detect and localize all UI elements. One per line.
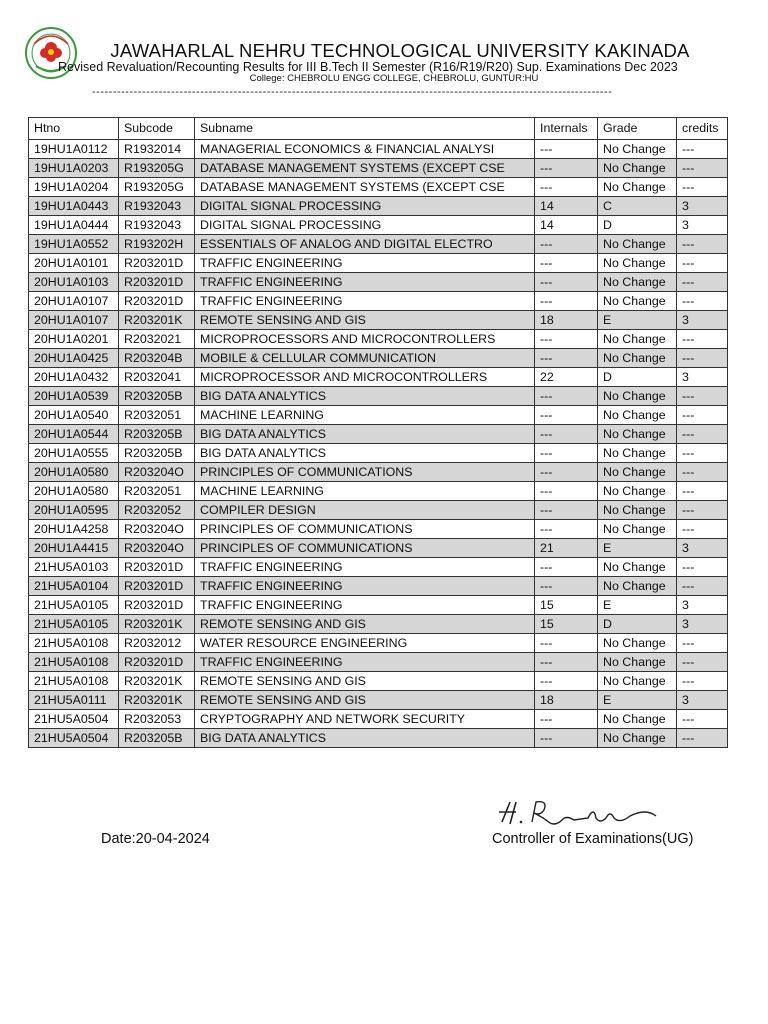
grade-cell: No Change [598,482,677,501]
table-row [29,368,728,387]
table-row [29,596,728,615]
subname-cell: TRAFFIC ENGINEERING [195,653,535,672]
htno-cell: 19HU1A0444 [29,216,119,235]
subcode-cell: R2032051 [119,406,195,425]
credits-cell: --- [677,463,728,482]
subname-cell: TRAFFIC ENGINEERING [195,273,535,292]
htno-cell: 20HU1A0580 [29,482,119,501]
internals-cell: --- [535,159,598,178]
credits-cell: --- [677,406,728,425]
grade-cell: No Change [598,406,677,425]
subname-cell: COMPILER DESIGN [195,501,535,520]
internals-cell: --- [535,178,598,197]
table-row [29,558,728,577]
subcode-cell: R203201K [119,672,195,691]
htno-cell: 21HU5A0111 [29,691,119,710]
subname-cell: TRAFFIC ENGINEERING [195,254,535,273]
subcode-cell: R2032053 [119,710,195,729]
htno-cell: 20HU1A0107 [29,311,119,330]
subname-cell: ESSENTIALS OF ANALOG AND DIGITAL ELECTRO [195,235,535,254]
subname-cell: BIG DATA ANALYTICS [195,387,535,406]
internals-cell: 14 [535,216,598,235]
table-row [29,634,728,653]
credits-cell: 3 [677,539,728,558]
internals-cell: --- [535,330,598,349]
internals-cell: --- [535,729,598,748]
credits-cell: 3 [677,368,728,387]
subname-cell: DIGITAL SIGNAL PROCESSING [195,216,535,235]
grade-cell: No Change [598,254,677,273]
subcode-cell: R203201D [119,292,195,311]
issue-date: Date:20-04-2024 [101,831,210,847]
table-row [29,235,728,254]
table-row [29,653,728,672]
internals-cell: --- [535,710,598,729]
grade-cell: No Change [598,235,677,254]
grade-cell: No Change [598,273,677,292]
credits-cell: 3 [677,216,728,235]
table-row [29,520,728,539]
grade-cell: No Change [598,425,677,444]
internals-cell: --- [535,672,598,691]
htno-cell: 20HU1A0580 [29,463,119,482]
htno-cell: 19HU1A0112 [29,140,119,159]
subname-cell: CRYPTOGRAPHY AND NETWORK SECURITY [195,710,535,729]
subname-cell: DATABASE MANAGEMENT SYSTEMS (EXCEPT CSE [195,178,535,197]
subname-cell: BIG DATA ANALYTICS [195,444,535,463]
subcode-cell: R193202H [119,235,195,254]
subname-cell: PRINCIPLES OF COMMUNICATIONS [195,463,535,482]
internals-cell: --- [535,425,598,444]
grade-cell: No Change [598,387,677,406]
internals-cell: --- [535,349,598,368]
table-row [29,178,728,197]
controller-title: Controller of Examinations(UG) [492,831,694,847]
subname-cell: REMOTE SENSING AND GIS [195,311,535,330]
grade-cell: No Change [598,178,677,197]
htno-cell: 20HU1A4258 [29,520,119,539]
grade-cell: No Change [598,501,677,520]
col-grade: Grade [598,118,677,140]
grade-cell: No Change [598,577,677,596]
table-row [29,615,728,634]
table-row [29,140,728,159]
htno-cell: 21HU5A0504 [29,729,119,748]
internals-cell: --- [535,463,598,482]
credits-cell: --- [677,672,728,691]
grade-cell: D [598,615,677,634]
htno-cell: 19HU1A0203 [29,159,119,178]
internals-cell: 18 [535,311,598,330]
subname-cell: MOBILE & CELLULAR COMMUNICATION [195,349,535,368]
internals-cell: --- [535,558,598,577]
credits-cell: --- [677,292,728,311]
htno-cell: 21HU5A0105 [29,596,119,615]
htno-cell: 20HU1A0539 [29,387,119,406]
internals-cell: --- [535,273,598,292]
internals-cell: --- [535,520,598,539]
htno-cell: 21HU5A0105 [29,615,119,634]
controller-signature [496,796,666,832]
credits-cell: --- [677,520,728,539]
credits-cell: 3 [677,197,728,216]
htno-cell: 20HU1A4415 [29,539,119,558]
subcode-cell: R2032041 [119,368,195,387]
htno-cell: 20HU1A0540 [29,406,119,425]
table-row [29,729,728,748]
subcode-cell: R203201D [119,273,195,292]
grade-cell: No Change [598,558,677,577]
subname-cell: BIG DATA ANALYTICS [195,729,535,748]
internals-cell: --- [535,254,598,273]
subcode-cell: R203201K [119,615,195,634]
credits-cell: --- [677,349,728,368]
credits-cell: 3 [677,691,728,710]
htno-cell: 20HU1A0103 [29,273,119,292]
table-row [29,349,728,368]
credits-cell: --- [677,482,728,501]
grade-cell: C [598,197,677,216]
grade-cell: E [598,691,677,710]
grade-cell: No Change [598,349,677,368]
htno-cell: 20HU1A0101 [29,254,119,273]
subcode-cell: R2032021 [119,330,195,349]
table-row [29,463,728,482]
credits-cell: --- [677,501,728,520]
table-row [29,254,728,273]
subname-cell: WATER RESOURCE ENGINEERING [195,634,535,653]
subname-cell: MACHINE LEARNING [195,482,535,501]
subname-cell: PRINCIPLES OF COMMUNICATIONS [195,520,535,539]
internals-cell: --- [535,634,598,653]
table-row [29,577,728,596]
col-subcode: Subcode [119,118,195,140]
subcode-cell: R193205G [119,159,195,178]
subname-cell: DATABASE MANAGEMENT SYSTEMS (EXCEPT CSE [195,159,535,178]
table-row [29,539,728,558]
subcode-cell: R2032012 [119,634,195,653]
subname-cell: TRAFFIC ENGINEERING [195,558,535,577]
internals-cell: 18 [535,691,598,710]
internals-cell: 15 [535,615,598,634]
results-table [28,117,728,748]
subcode-cell: R203205B [119,729,195,748]
internals-cell: --- [535,406,598,425]
subname-cell: BIG DATA ANALYTICS [195,425,535,444]
credits-cell: --- [677,653,728,672]
table-row [29,672,728,691]
htno-cell: 20HU1A0432 [29,368,119,387]
grade-cell: No Change [598,444,677,463]
subname-cell: REMOTE SENSING AND GIS [195,672,535,691]
subcode-cell: R2032051 [119,482,195,501]
table-row [29,691,728,710]
grade-cell: E [598,311,677,330]
credits-cell: --- [677,577,728,596]
internals-cell: --- [535,482,598,501]
table-header-row [29,118,728,140]
htno-cell: 21HU5A0103 [29,558,119,577]
college-name: College: CHEBROLU ENGG COLLEGE, CHEBROLU, GUNTUR:HU [249,73,539,84]
credits-cell: 3 [677,615,728,634]
grade-cell: No Change [598,159,677,178]
htno-cell: 20HU1A0544 [29,425,119,444]
subcode-cell: R203204O [119,520,195,539]
col-credits: credits [677,118,728,140]
table-row [29,273,728,292]
grade-cell: No Change [598,140,677,159]
subname-cell: MICROPROCESSORS AND MICROCONTROLLERS [195,330,535,349]
subcode-cell: R203201D [119,653,195,672]
grade-cell: No Change [598,710,677,729]
internals-cell: --- [535,653,598,672]
table-row [29,387,728,406]
grade-cell: No Change [598,330,677,349]
subcode-cell: R203204B [119,349,195,368]
separator-line: ----------------------------------------------------------------------------------------------------------------------------- [92,86,613,98]
internals-cell: --- [535,387,598,406]
grade-cell: No Change [598,672,677,691]
internals-cell: 15 [535,596,598,615]
htno-cell: 21HU5A0104 [29,577,119,596]
subcode-cell: R193205G [119,178,195,197]
credits-cell: --- [677,634,728,653]
credits-cell: --- [677,159,728,178]
credits-cell: --- [677,444,728,463]
table-row [29,710,728,729]
grade-cell: No Change [598,520,677,539]
table-row [29,311,728,330]
htno-cell: 20HU1A0595 [29,501,119,520]
subcode-cell: R203201K [119,311,195,330]
htno-cell: 21HU5A0108 [29,634,119,653]
credits-cell: 3 [677,311,728,330]
internals-cell: --- [535,235,598,254]
htno-cell: 20HU1A0425 [29,349,119,368]
credits-cell: --- [677,178,728,197]
col-subname: Subname [195,118,535,140]
credits-cell: --- [677,273,728,292]
grade-cell: D [598,216,677,235]
subcode-cell: R203205B [119,444,195,463]
subcode-cell: R203201D [119,254,195,273]
internals-cell: --- [535,577,598,596]
table-row [29,444,728,463]
subname-cell: PRINCIPLES OF COMMUNICATIONS [195,539,535,558]
subcode-cell: R203201D [119,577,195,596]
credits-cell: --- [677,387,728,406]
subname-cell: TRAFFIC ENGINEERING [195,577,535,596]
results-body [29,140,728,748]
col-internals: Internals [535,118,598,140]
table-row [29,292,728,311]
table-row [29,482,728,501]
htno-cell: 21HU5A0504 [29,710,119,729]
grade-cell: E [598,596,677,615]
subcode-cell: R2032052 [119,501,195,520]
internals-cell: --- [535,501,598,520]
htno-cell: 20HU1A0107 [29,292,119,311]
table-row [29,197,728,216]
grade-cell: E [598,539,677,558]
grade-cell: No Change [598,729,677,748]
htno-cell: 21HU5A0108 [29,653,119,672]
internals-cell: --- [535,140,598,159]
grade-cell: No Change [598,634,677,653]
table-row [29,406,728,425]
subname-cell: REMOTE SENSING AND GIS [195,691,535,710]
subname-cell: MANAGERIAL ECONOMICS & FINANCIAL ANALYSI [195,140,535,159]
table-row [29,330,728,349]
grade-cell: No Change [598,463,677,482]
subname-cell: DIGITAL SIGNAL PROCESSING [195,197,535,216]
htno-cell: 20HU1A0201 [29,330,119,349]
credits-cell: --- [677,425,728,444]
grade-cell: No Change [598,653,677,672]
university-title: JAWAHARLAL NEHRU TECHNOLOGICAL UNIVERSITY KAKINADA [110,40,690,61]
subname-cell: MACHINE LEARNING [195,406,535,425]
grade-cell: D [598,368,677,387]
subcode-cell: R203205B [119,387,195,406]
subcode-cell: R203201D [119,558,195,577]
col-htno: Htno [29,118,119,140]
subcode-cell: R1932043 [119,197,195,216]
internals-cell: 21 [535,539,598,558]
table-row [29,501,728,520]
internals-cell: --- [535,292,598,311]
htno-cell: 19HU1A0443 [29,197,119,216]
credits-cell: --- [677,254,728,273]
credits-cell: --- [677,710,728,729]
results-subtitle: Revised Revaluation/Recounting Results for III B.Tech II Semester (R16/R19/R20) Sup. Examinations Dec 2023 [58,60,678,74]
credits-cell: --- [677,235,728,254]
internals-cell: 22 [535,368,598,387]
subcode-cell: R203201K [119,691,195,710]
subcode-cell: R203205B [119,425,195,444]
subcode-cell: R203204O [119,463,195,482]
credits-cell: --- [677,558,728,577]
htno-cell: 19HU1A0204 [29,178,119,197]
table-row [29,216,728,235]
subname-cell: MICROPROCESSOR AND MICROCONTROLLERS [195,368,535,387]
subcode-cell: R203201D [119,596,195,615]
htno-cell: 19HU1A0552 [29,235,119,254]
subcode-cell: R1932043 [119,216,195,235]
internals-cell: --- [535,444,598,463]
subname-cell: TRAFFIC ENGINEERING [195,292,535,311]
credits-cell: --- [677,140,728,159]
subname-cell: REMOTE SENSING AND GIS [195,615,535,634]
grade-cell: No Change [598,292,677,311]
internals-cell: 14 [535,197,598,216]
credits-cell: --- [677,729,728,748]
credits-cell: 3 [677,596,728,615]
credits-cell: --- [677,330,728,349]
table-row [29,425,728,444]
subcode-cell: R1932014 [119,140,195,159]
subname-cell: TRAFFIC ENGINEERING [195,596,535,615]
subcode-cell: R203204O [119,539,195,558]
htno-cell: 21HU5A0108 [29,672,119,691]
table-row [29,159,728,178]
htno-cell: 20HU1A0555 [29,444,119,463]
